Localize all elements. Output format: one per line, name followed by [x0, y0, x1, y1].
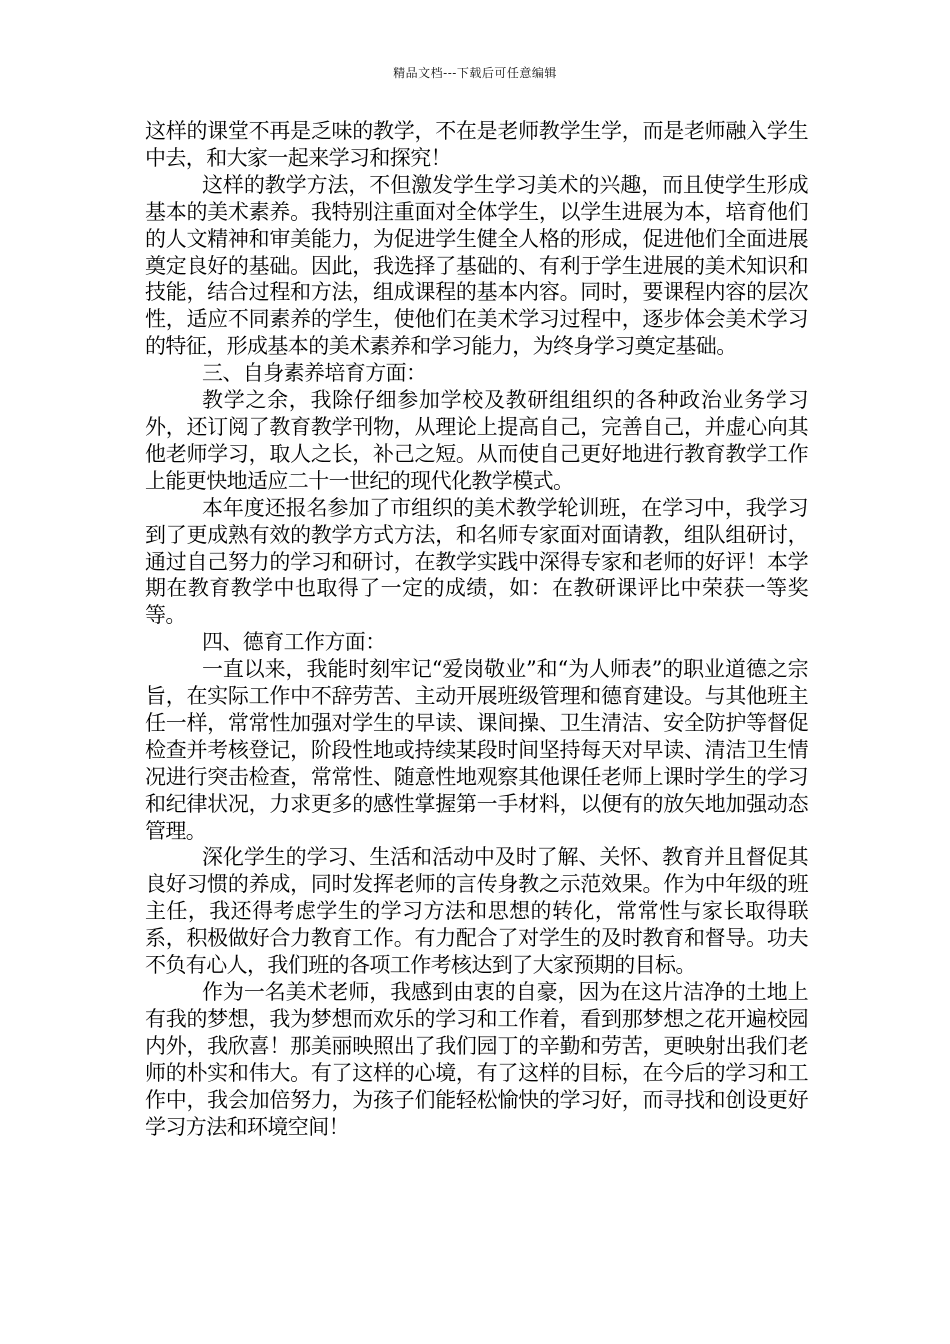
page-header: 精品文档---下载后可任意编辑	[393, 66, 557, 80]
paragraph-9: 作为一名美术老师，我感到由衷的自豪，因为在这片洁净的土地上有我的梦想，我为梦想而欢乐的学习和工作着，看到那梦想之花开遍校园内外，我欣喜！那美丽映照出了我们园丁的辛勤和劳苦，更映射出我们老师的朴实和伟大。有了这样的心境，有了这样的目标，在今后的学习和工作中，我会加倍努力，为孩子们能轻松愉快的学习好，而寻找和创设更好学习方法和环境空间！	[145, 980, 808, 1139]
document-body	[145, 118, 808, 1140]
paragraph-5: 本年度还报名参加了市组织的美术教学轮训班，在学习中，我学习到了更成熟有效的教学方式方法，和名师专家面对面请教，组队组研讨，通过自己努力的学习和研讨，在教学实践中深得专家和老师的好评！本学期在教育教学中也取得了一定的成绩，如：在教研课评比中荣获一等奖等。	[145, 495, 808, 628]
section-heading-4: 四、德育工作方面：	[202, 630, 386, 655]
section-heading-3: 三、自身素养培育方面：	[202, 361, 427, 386]
paragraph-7: 一直以来，我能时刻牢记“爱岗敬业”和“为人师表”的职业道德之宗旨，在实际工作中不辞劳苦、主动开展班级管理和德育建设。与其他班主任一样，常常性加强对学生的早读、课间操、卫生清洁、安全防护等督促检查并考核登记，阶段性地或持续某段时间坚持每天对早读、清洁卫生情况进行突击检查，常常性、随意性地观察其他课任老师上课时学生的学习和纪律状况，力求更多的感性掌握第一手材料，以便有的放矢地加强动态管理。	[145, 657, 808, 843]
paragraph-4: 教学之余，我除仔细参加学校及教研组组织的各种政治业务学习外，还订阅了教育教学刊物，从理论上提高自己，完善自己，并虚心向其他老师学习，取人之长，补己之短。从而使自己更好地进行教育教学工作上能更快地适应二十一世纪的现代化教学模式。	[145, 388, 808, 493]
paragraph-1: 这样的课堂不再是乏味的教学，不在是老师教学生学，而是老师融入学生中去，和大家一起来学习和探究！	[145, 119, 808, 170]
paragraph-2: 这样的教学方法，不但激发学生学习美术的兴趣，而且使学生形成基本的美术素养。我特别注重面对全体学生，以学生进展为本，培育他们的人文精神和审美能力，为促进学生健全人格的形成，促进他们全面进展奠定良好的基础。因此，我选择了基础的、有利于学生进展的美术知识和技能，结合过程和方法，组成课程的基本内容。同时，要课程内容的层次性，适应不同素养的学生，使他们在美术学习过程中，逐步体会美术学习的特征，形成基本的美术素养和学习能力，为终身学习奠定基础。	[145, 172, 808, 359]
paragraph-8: 深化学生的学习、生活和活动中及时了解、关怀、教育并且督促其良好习惯的养成，同时发挥老师的言传身教之示范效果。作为中年级的班主任，我还得考虑学生的学习方法和思想的转化，常常性与家长取得联系，积极做好合力教育工作。有力配合了对学生的及时教育和督导。功夫不负有心人，我们班的各项工作考核达到了大家预期的目标。	[145, 845, 808, 978]
